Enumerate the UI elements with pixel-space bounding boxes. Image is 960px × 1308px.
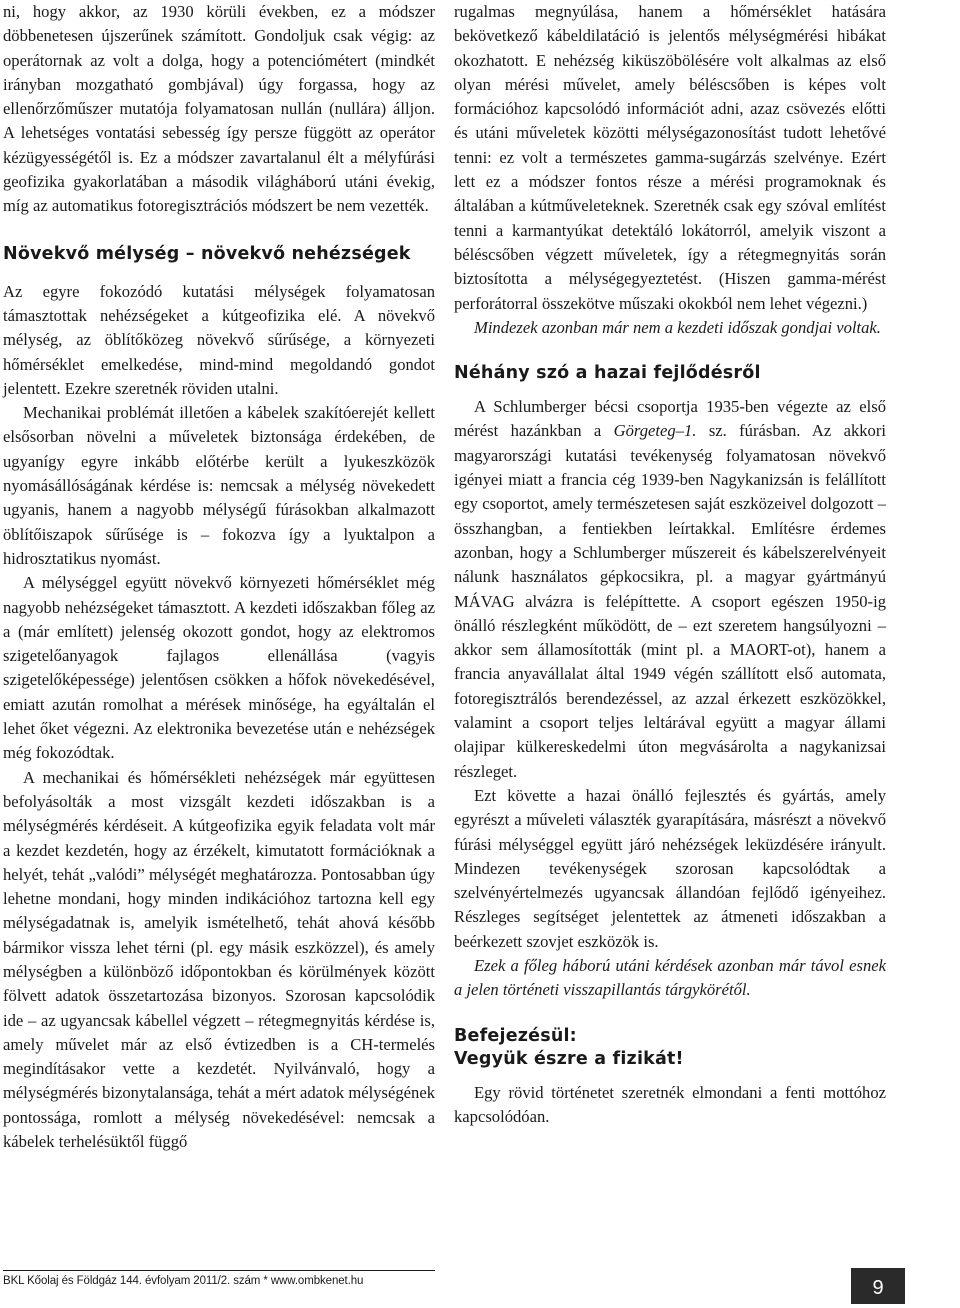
paragraph: Az egyre fokozódó kutatási mélységek folyamatosan támasztottak nehézségeket a kútgeofizika elé. A növekvő mélység, az öblítőközeg növekvő sűrűsége, a környezeti hőmérséklet emelkedése, mind-mind megoldandó gondot jelentett. Ezekre szeretnék röviden utalni. <box>3 281 435 398</box>
paragraph-text: sz. fúrásban. Az akkori magyarországi kutatási tevékenység folyamatosan növekvő igényei miatt a francia cég 1939-ben Nagykanizsán is felállított egy csoportot, amely természetesen saját eszközeivel dolgozott – összhangban, a fentiekben leírtakkal. Említésre érdemes azonban, hogy a Schlumberger műszereit és kábelszerelvényeit nálunk használatos gépkocsikra, pl. a magyar gyártmányú MÁVAG alvázra is felépíttette. A csoport egészen 1950-ig önálló részlegként működött, de – ezt szeretem hangsúlyozni – akkor sem államosították (mint pl. a MAORT-ot), hanem a francia anyavállalat által 1949 végén szállított első automata, fotoregisztrálós berendezéssel, az azzal érkezett eszközökkel, valamint a csoport teljes leltárával együtt a magyar állami olajipar külkereskedelmi úton megvásárolta a nagykanizsai részleget. <box>454 421 886 781</box>
left-column <box>3 0 435 1154</box>
paragraph-text: A Schlumberger bécsi csoportja 1935-ben végezte az első mérést hazánkban a <box>454 397 886 441</box>
paragraph-italic: Ezek a főleg háború utáni kérdések azonban már távol esnek a jelen történeti visszapillantás tárgykörétől. <box>454 955 886 1000</box>
paragraph: ni, hogy akkor, az 1930 körüli években, ez a módszer döbbenetesen újszerűnek számított. Gondoljuk csak végig: az operátornak az volt a dolga, hogy a potenciómétert (mindkét irányban mozgatható gombjával) úgy forgassa, hogy az ellenőrzőműszer mutatója folyamatosan nullán (nullára) álljon. A lehetséges vontatási sebesség így persze függött az operátor kézügyességétől is. Ez a módszer zavartalanul élt a mélyfúrási geofizika gyakorlatában a második világháború utáni évekig, míg az automatikus fotoregisztrációs módszert be nem vezették. <box>3 2 435 216</box>
paragraph: A mélységgel együtt növekvő környezeti hőmérséklet még nagyobb nehézségeket támasztott. A kezdeti időszakban főleg az a (már említett) jelenség okozott gondot, hogy az elektromos szigetelőanyagok fajlagos ellenállása (vagyis szigetelőképessége) jelentősen csökken a hőfok növekedésével, emiatt azután romolhat a mérések minősége, ha egyáltalán el lehet őket végezni. Az elektronika bevezetése után e nehézségek még fokozódtak. <box>3 573 435 763</box>
paragraph-italic: Mindezek azonban már nem a kezdeti időszak gondjai voltak. <box>474 317 881 337</box>
page-number: 9 <box>851 1268 905 1304</box>
paragraph: Egy rövid történetet szeretnék elmondani a fenti mottóhoz kapcsolódóan. <box>454 1082 886 1126</box>
well-name: Görgeteg–1. <box>613 421 697 441</box>
heading-line: Befejezésül: <box>454 1025 577 1046</box>
page-footer: BKL Kőolaj és Földgáz 144. évfolyam 2011/2. szám * www.ombkenet.hu <box>3 1270 435 1287</box>
section-heading: Növekvő mélység – növekvő nehézségek <box>3 243 411 264</box>
paragraph: rugalmas megnyúlása, hanem a hőmérséklet hatására bekövetkező kábeldilatáció is jelentős mélységmérési hibákat okozhatott. E nehézség kiküszöbölésére volt alkalmas az első olyan mérési művelet, amely béléscsőben is képes volt formációhoz kapcsolódó információt adni, azaz csövezés előtti és utáni műveletek közötti mélységazonosítást tudott lehetővé tenni: ez volt a természetes gamma-sugárzás szelvénye. Ezért lett ez a módszer fontos része a mérési programoknak és általában a kútműveleteknek. Szeretnék csak egy szóval említést tenni a karmantyúkat detektáló lokátorról, amelyik viszont a béléscsőben végzett műveletek, így a rétegmegnyitás során biztosította a mélységegyeztetést. (Hiszen gamma-mérést perforátorral összekötve műszaki okokból nem lehet végezni.) <box>454 2 886 313</box>
paragraph: Mechanikai problémát illetően a kábelek szakítóerejét kellett elsősorban növelni a műveletek biztonsága érdekében, de ugyanígy egyre inkább előtérbe került a lyukeszközök nyomásállóságának kérdése is: nemcsak a mélység növekedett ugyanis, hanem a nagyobb mélységű fúrásokban alkalmazott öblítőiszapok sűrűsége is – fokozva így a lyuktalpon a hidrosztatikus nyomást. <box>3 403 435 568</box>
section-heading <box>454 1025 886 1071</box>
paragraph: A mechanikai és hőmérsékleti nehézségek már együttesen befolyásolták a most vizsgált kezdeti időszakban is a mélységmérés kérdéseit. A kútgeofizika egyik feladata volt már a kezdet kezdetén, hogy az érzékelt, kimutatott formációknak a helyét, tehát „valódi” mélységét meghatározza. Pontosabban úgy lehetne mondani, hogy minden indikációhoz tartozna kell egy mélységadatnak is, amelyik ismételhető, tehát ahová később bármikor vissza lehet térni (pl. egy másik eszközzel), és amely mélységben a különböző időpontokban és körülmények között fölvett adatok összetartozása bizonyos. Szorosan kapcsolódik ide – az ugyancsak kábellel végzett – rétegmegnyitás kérdése is, amely művelet már az első évtizedben is a CH-termelés megindításakor vette a kezdetét. Nyilvánvaló, hogy a mélységmérés bizonytalansága, tehát a mért adatok mélységének pontossága, romlott a mélység növekedésével: nemcsak a kábelek terhelésüktől függő <box>3 767 435 1152</box>
right-column <box>454 0 886 1129</box>
heading-line: Vegyük észre a fizikát! <box>454 1048 684 1069</box>
paragraph: Ezt követte a hazai önálló fejlesztés és gyártás, amely egyrészt a műveleti választék gyarapítására, másrészt a növekvő fúrási mélységgel együtt járó nehézségek leküzdésére irányult. Mindezen tevékenységek szorosan kapcsolódtak a szelvényértelmezés ugyancsak állandóan fejlődő igényeihez. Részleges segítséget jelentettek az átmeneti időszakban a beérkezett szovjet eszközök is. <box>454 785 886 951</box>
section-heading: Néhány szó a hazai fejlődésről <box>454 363 761 384</box>
paragraph <box>454 395 886 784</box>
